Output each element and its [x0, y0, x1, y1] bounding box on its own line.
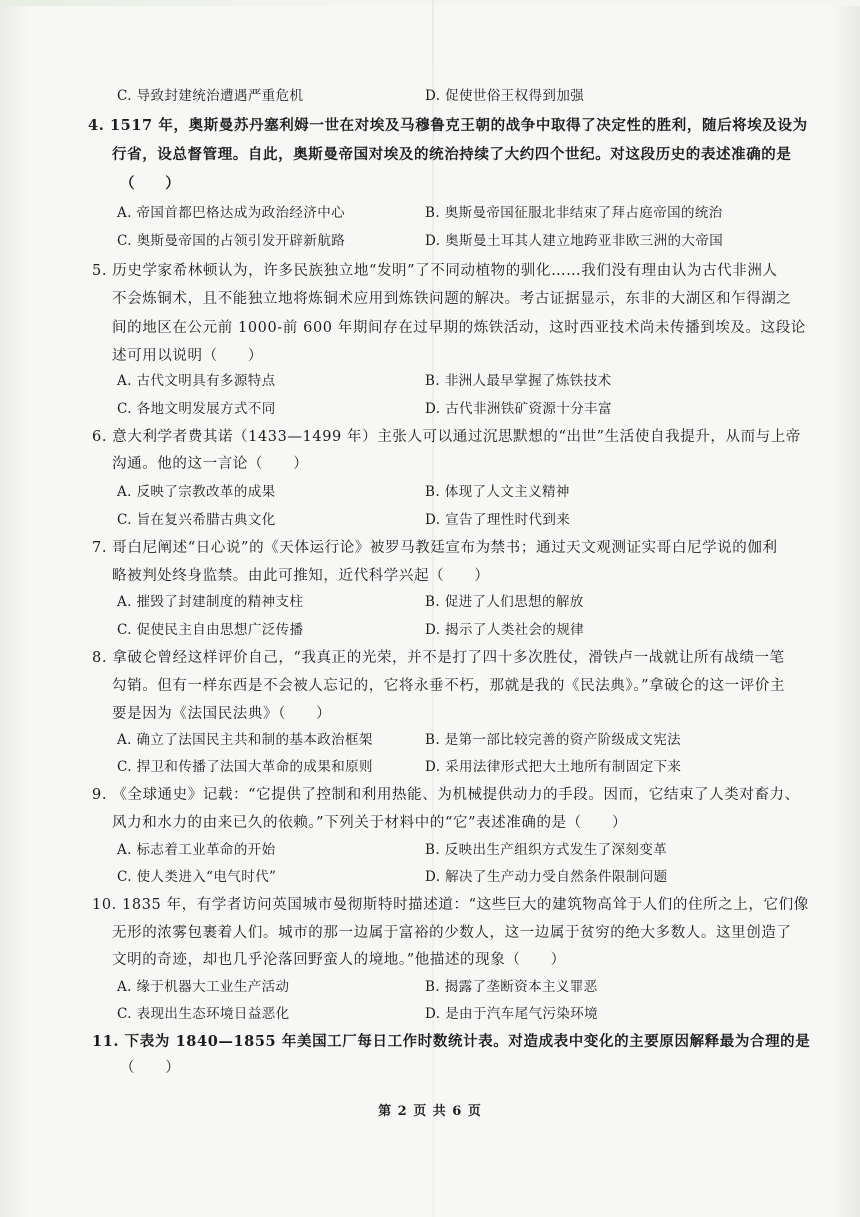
q4-option-a: A. 帝国首都巴格达成为政治经济中心: [117, 205, 346, 221]
q3-option-d: D. 促使世俗王权得到加强: [425, 88, 585, 104]
q5-stem-line4: 述可用以说明（ ）: [112, 348, 263, 364]
q6-option-b: B. 体现了人文主义精神: [425, 484, 570, 500]
q4-stem-line2: 行省，设总督管理。自此，奥斯曼帝国对埃及的统治持续了大约四个世纪。对这段历史的表述准确的是: [112, 146, 792, 163]
q4-option-b: B. 奥斯曼帝国征服北非结束了拜占庭帝国的统治: [425, 205, 723, 221]
q5-stem-line2: 不会炼铜术，且不能独立地将炼铜术应用到炼铁问题的解决。考古证据显示，东非的大湖区和乍得湖之: [112, 291, 792, 307]
q5-option-b: B. 非洲人最早掌握了炼铁技术: [425, 373, 612, 389]
q8-option-d: D. 采用法律形式把大土地所有制固定下来: [425, 759, 682, 775]
q7-option-b: B. 促进了人们思想的解放: [425, 594, 584, 610]
q10-option-d: D. 是由于汽车尾气污染环境: [425, 1006, 599, 1022]
scan-edge: [0, 0, 860, 6]
q4-stem-line1: 4. 1517 年，奥斯曼苏丹塞利姆一世在对埃及马穆鲁克王朝的战争中取得了决定性的胜利，随后将埃及设为: [88, 117, 808, 134]
q7-option-a: A. 摧毁了封建制度的精神支柱: [117, 594, 304, 610]
q9-stem-line1: 9. 《全球通史》记载：“它提供了控制和利用热能、为机械提供动力的手段。因而，它结束了人类对畜力、: [92, 787, 800, 803]
q8-stem-line2: 勾销。但有一样东西是不会被人忘记的，它将永垂不朽，那就是我的《民法典》。”拿破仑的这一评价主: [112, 678, 786, 694]
q6-option-d: D. 宣告了理性时代到来: [425, 512, 571, 528]
q4-option-c: C. 奥斯曼帝国的占领引发开辟新航路: [117, 233, 346, 249]
page-number-footer: 第 2 页 共 6 页: [378, 1104, 482, 1119]
q8-stem-line3: 要是因为《法国民法典》（ ）: [112, 706, 332, 722]
q5-stem-line3: 间的地区在公元前 1000-前 600 年期间存在过早期的炼铁活动，这时西亚技术尚未传播到埃及。这段论: [112, 320, 806, 336]
q4-option-d: D. 奥斯曼土耳其人建立地跨亚非欧三洲的大帝国: [425, 233, 724, 249]
q11-answer-blank: （ ）: [120, 1060, 181, 1076]
q3-option-c: C. 导致封建统治遭遇严重危机: [117, 88, 304, 104]
q8-stem-line1: 8. 拿破仑曾经这样评价自己，“我真正的光荣，并不是打了四十多次胜仗，滑铁卢一战就让所有战绩一笔: [92, 650, 785, 666]
q9-option-c: C. 使人类进入“电气时代”: [117, 869, 277, 885]
q9-option-b: B. 反映出生产组织方式发生了深刻变革: [425, 842, 668, 858]
q8-option-b: B. 是第一部比较完善的资产阶级成文宪法: [425, 732, 682, 748]
q8-option-c: C. 捍卫和传播了法国大革命的成果和原则: [117, 759, 373, 775]
q10-option-a: A. 缘于机器大工业生产活动: [117, 979, 290, 995]
q10-stem-line1: 10. 1835 年，有学者访问英国城市曼彻斯特时描述道：“这些巨大的建筑物高耸于人们的住所之上，它们像: [92, 897, 809, 913]
q7-option-c: C. 促使民主自由思想广泛传播: [117, 622, 304, 638]
q11-stem-line1: 11. 下表为 1840—1855 年美国工厂每日工作时数统计表。对造成表中变化的主要原因解释最为合理的是: [92, 1033, 811, 1050]
q9-option-d: D. 解决了生产动力受自然条件限制问题: [425, 869, 668, 885]
q6-option-a: A. 反映了宗教改革的成果: [117, 484, 276, 500]
q6-stem-line2: 沟通。他的这一言论（ ）: [112, 456, 309, 472]
q7-option-d: D. 揭示了人类社会的规律: [425, 622, 585, 638]
q7-stem-line2: 略被判处终身监禁。由此可推知，近代科学兴起（ ）: [112, 568, 490, 584]
q5-option-c: C. 各地文明发展方式不同: [117, 401, 276, 417]
q9-option-a: A. 标志着工业革命的开始: [117, 842, 276, 858]
q10-stem-line2: 无形的浓雾包裹着人们。城市的那一边属于富裕的少数人，这一边属于贫穷的绝大多数人。这里创造了: [112, 925, 792, 941]
q10-stem-line3: 文明的奇迹，却也几乎沦落回野蛮人的境地。”他描述的现象（ ）: [112, 952, 566, 968]
q5-option-a: A. 古代文明具有多源特点: [117, 373, 276, 389]
q5-stem-line1: 5. 历史学家希林顿认为，许多民族独立地“发明”了不同动植物的驯化……我们没有理由认为古代非洲人: [92, 263, 778, 279]
q7-stem-line1: 7. 哥白尼阐述“日心说”的《天体运行论》被罗马教廷宣布为禁书；通过天文观测证实哥白尼学说的伽利: [92, 540, 778, 556]
q10-option-c: C. 表现出生态环境日益恶化: [117, 1006, 290, 1022]
q6-option-c: C. 旨在复兴希腊古典文化: [117, 512, 276, 528]
q4-answer-blank: （ ）: [120, 175, 181, 192]
q9-stem-line2: 风力和水力的由来已久的依赖。”下列关于材料中的“它”表述准确的是（ ）: [112, 815, 628, 831]
q8-option-a: A. 确立了法国民主共和制的基本政治框架: [117, 732, 373, 748]
q10-option-b: B. 揭露了垄断资本主义罪恶: [425, 979, 598, 995]
q5-option-d: D. 古代非洲铁矿资源十分丰富: [425, 401, 612, 417]
q6-stem-line1: 6. 意大利学者费其诺（1433—1499 年）主张人可以通过沉思默想的“出世”生活使自我提升，从而与上帝: [92, 429, 801, 445]
